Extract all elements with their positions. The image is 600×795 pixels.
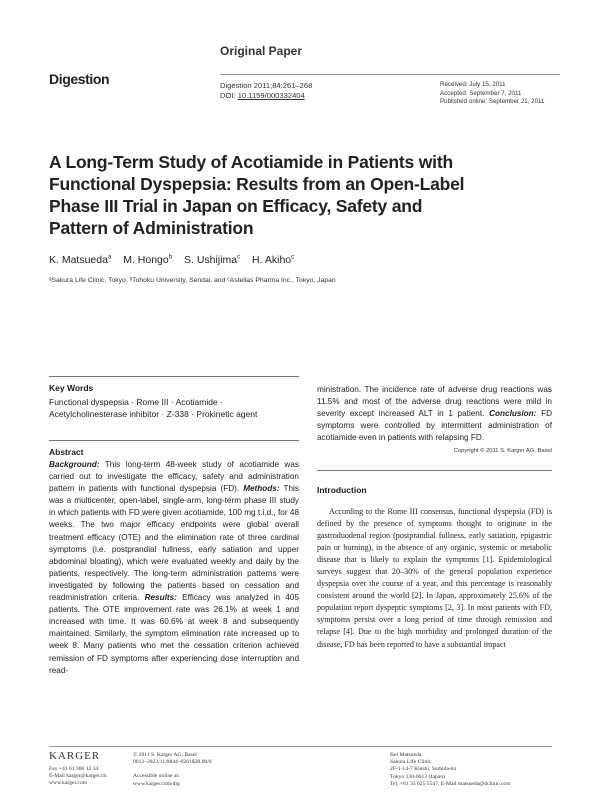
footer-divider	[49, 746, 552, 747]
online-link[interactable]: www.karger.com/dig	[133, 780, 180, 787]
article-title: A Long-Term Study of Acotiamide in Patients with Functional Dyspepsia: Results from an Open-Label Phase III Trial in Japan on Efficacy, Safety and Pattern of Administration	[49, 152, 465, 238]
doi-link[interactable]: 10.1159/000332404	[237, 91, 305, 100]
rights-block	[133, 752, 212, 788]
correspondence-address	[390, 752, 511, 788]
author: M. Hongo$^b$	[123, 254, 173, 266]
author: S. Ushijima$^c$	[184, 254, 241, 266]
issn-line: 0012–2823/11/0844–0261$38.00/0	[133, 759, 212, 766]
doi-label: DOI:	[220, 91, 238, 100]
address-line: 2F-1-14-7 Kinshi, Sumida-ku	[390, 766, 457, 773]
author-list	[49, 254, 303, 266]
citation-block	[220, 81, 312, 101]
publisher-email[interactable]: E-Mail karger@karger.ch	[49, 773, 107, 780]
introduction-divider	[317, 470, 552, 471]
abstract-continued-text: ministration. The incidence rate of adverse drug reactions was 11.5% and most of the adverse drug reactions were mild in severity except increased ALT in 1 patient.	[317, 385, 552, 419]
background-text: This long-term 48-week study of acotiamide was carried out to investigate the efficacy, safety and administration pattern in patients with functional dyspepsia (FD).	[49, 460, 299, 494]
keywords-text: Functional dyspepsia · Rome III · Acotiamide · Acetylcholinesterase inhibitor · Z-338 · Prokinetic agent	[49, 397, 258, 419]
header-divider	[220, 74, 560, 75]
results-label: Results:	[144, 593, 177, 603]
copyright-notice: Copyright © 2011 S. Karger AG, Basel	[453, 448, 552, 454]
publication-dates	[440, 81, 544, 107]
conclusion-label: Conclusion:	[489, 409, 537, 419]
section-label: Original Paper	[220, 44, 303, 58]
keywords-divider	[49, 376, 299, 377]
abstract-body	[49, 459, 299, 677]
publisher-web[interactable]: www.karger.com	[49, 780, 88, 787]
online-label: Accessible online at:	[133, 773, 180, 780]
doi-line	[220, 91, 312, 101]
abstract-heading: Abstract	[49, 447, 84, 457]
conclusion-text: FD symptoms were controlled by intermittent administration of acotiamide even in patients with relapsing FD.	[317, 409, 552, 443]
methods-label: Methods:	[243, 484, 280, 494]
published-date: Published online: September 21, 2011	[440, 98, 545, 105]
affiliations: ᵃSakura Life Clinic, Tokyo, ᵇTohoku University, Sendai, and ᶜAstellas Pharma Inc., Tokyo, Japan	[49, 277, 336, 284]
abstract-divider	[49, 440, 299, 441]
publisher-contact	[49, 766, 106, 788]
received-date: Received: July 15, 2011	[440, 81, 506, 88]
background-label: Background:	[49, 460, 100, 469]
introduction-body: According to the Rome III consensus, functional dyspepsia (FD) is defined by the presence of symptoms thought to originate in the gastroduodenal region (postprandial fullness, early satiation, epigastric pain or burning), in the absence of any organic, systemic or metabolic disease that is likely to explain the symptoms [1]. Epidemiological surveys suggest that 20–30% of the general population experience dyspepsia over the course of a year, and this percentage is reasonably consistent around the world [2]. In Japan, approximately 25.6% of the population report dyspeptic symptoms [2, 3]. In most patients with FD, symptoms persist over a long period of time through remission and relapse [4]. Due to the high morbidity and prolonged duration of the disease, FD has been reported to have a substantial impact	[317, 507, 552, 649]
introduction-heading: Introduction	[317, 485, 367, 495]
address-line: Tel. +81 33 625 5547, E-Mail matsueda@dclinic.com	[390, 780, 511, 787]
keywords-heading: Key Words	[49, 383, 94, 393]
address-line: Kei Matsueda	[390, 752, 422, 758]
abstract-continued	[317, 384, 552, 444]
results-text: Efficacy was analyzed in 405 patients. The OTE improvement rate was 26.1% at week 1 and increased with time. It was 60.6% at week 8 and subsequently maintained. Similarly, the symptom elimination rate increased up to week 8. Many patients who met the cessation criterion achieved remission of FD symptoms after experiencing dose interruption and read-	[49, 593, 299, 675]
citation-line: Digestion 2011;84:261–268	[220, 81, 313, 90]
address-line: Tokyo 130-0013 (Japan)	[390, 773, 445, 780]
author: H. Akiho$^c$	[252, 254, 295, 266]
rights-line: © 2011 S. Karger AG, Basel	[133, 752, 197, 758]
publisher-logo: KARGER	[49, 750, 101, 762]
accepted-date: Accepted: September 7, 2011	[440, 89, 522, 97]
publisher-fax: Fax +41 61 306 12 34	[49, 766, 99, 772]
journal-name: Digestion	[49, 71, 110, 87]
author: K. Matsueda$^a$	[49, 254, 112, 266]
address-line: Sakura Life Clinic	[390, 759, 432, 766]
methods-text: This was a multicenter, open-label, single-arm, long-term phase III study in which patients with FD were given acotiamide, 100 mg t.i.d., for 48 weeks. The two major efficacy endpoints were global overall treatment efficacy (OTE) and the elimination rate of three cardinal symptoms (i.e. postprandial fullness, early satiation and upper abdominal bloating), which were evaluated weekly and daily by the patients, respectively. The long-term administration patterns were investigated by following the patients based on cessation and readministration criteria.	[49, 484, 299, 603]
